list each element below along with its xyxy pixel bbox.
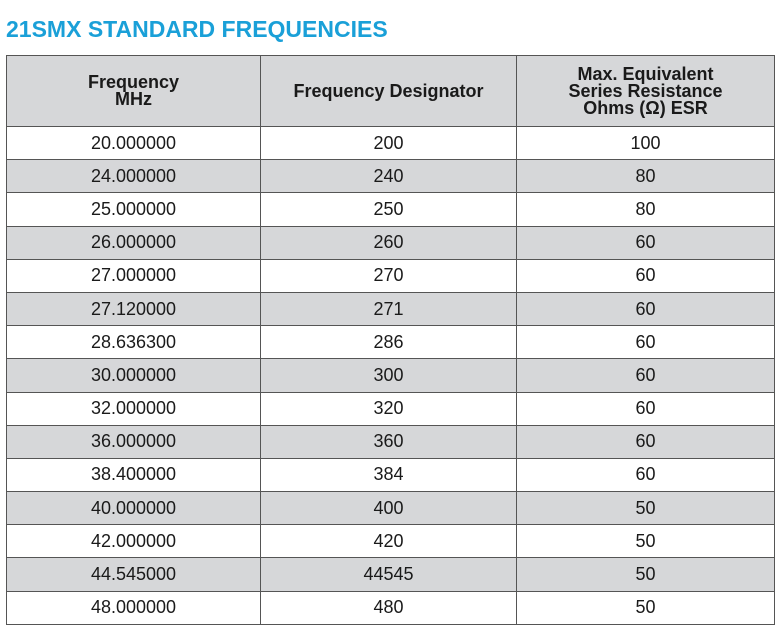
cell-esr: 60 (517, 425, 775, 458)
table-row (7, 558, 775, 591)
header-esr-line: Series Resistance (568, 80, 723, 101)
cell-esr: 60 (517, 259, 775, 292)
cell-designator: 240 (261, 160, 517, 193)
header-esr (517, 56, 775, 127)
table-row (7, 591, 775, 624)
table-row (7, 359, 775, 392)
cell-designator: 250 (261, 193, 517, 226)
cell-frequency: 42.000000 (7, 525, 261, 558)
cell-esr: 50 (517, 558, 775, 591)
cell-esr: 60 (517, 392, 775, 425)
cell-esr: 80 (517, 193, 775, 226)
cell-esr: 50 (517, 525, 775, 558)
cell-esr: 80 (517, 160, 775, 193)
header-esr-line: Ohms (Ω) ESR (583, 97, 708, 118)
cell-frequency: 27.120000 (7, 292, 261, 325)
table-row (7, 492, 775, 525)
cell-esr: 60 (517, 226, 775, 259)
cell-esr: 60 (517, 292, 775, 325)
cell-designator: 420 (261, 525, 517, 558)
header-esr-line: Max. Equivalent (577, 63, 714, 84)
page-title: 21SMX STANDARD FREQUENCIES (6, 16, 388, 42)
cell-esr: 100 (517, 127, 775, 160)
standard-frequencies-table (6, 55, 775, 625)
table-row (7, 292, 775, 325)
header-designator-line: Frequency Designator (293, 80, 484, 101)
cell-frequency: 24.000000 (7, 160, 261, 193)
table-header-row (7, 56, 775, 127)
cell-esr: 60 (517, 359, 775, 392)
cell-designator: 286 (261, 326, 517, 359)
table-row (7, 259, 775, 292)
table-row (7, 193, 775, 226)
cell-designator: 320 (261, 392, 517, 425)
cell-frequency: 36.000000 (7, 425, 261, 458)
cell-frequency: 38.400000 (7, 458, 261, 491)
cell-designator: 271 (261, 292, 517, 325)
table-row (7, 160, 775, 193)
cell-frequency: 32.000000 (7, 392, 261, 425)
cell-designator: 260 (261, 226, 517, 259)
cell-esr: 50 (517, 492, 775, 525)
cell-frequency: 27.000000 (7, 259, 261, 292)
table-row (7, 425, 775, 458)
cell-designator: 270 (261, 259, 517, 292)
table-row (7, 226, 775, 259)
cell-esr: 60 (517, 458, 775, 491)
table-row (7, 326, 775, 359)
cell-esr: 60 (517, 326, 775, 359)
table-row (7, 127, 775, 160)
table-row (7, 458, 775, 491)
cell-frequency: 25.000000 (7, 193, 261, 226)
header-frequency-line: Frequency (87, 72, 180, 92)
cell-frequency: 30.000000 (7, 359, 261, 392)
cell-frequency: 20.000000 (7, 127, 261, 160)
table-row (7, 525, 775, 558)
header-frequency-unit: MHz (115, 89, 152, 109)
cell-designator: 384 (261, 458, 517, 491)
cell-designator: 400 (261, 492, 517, 525)
cell-designator: 480 (261, 591, 517, 624)
cell-esr: 50 (517, 591, 775, 624)
cell-frequency: 28.636300 (7, 326, 261, 359)
cell-frequency: 44.545000 (7, 558, 261, 591)
header-designator (261, 56, 517, 127)
cell-frequency: 26.000000 (7, 226, 261, 259)
header-frequency (7, 56, 261, 127)
cell-designator: 44545 (261, 558, 517, 591)
cell-designator: 360 (261, 425, 517, 458)
cell-frequency: 48.000000 (7, 591, 261, 624)
table-body (7, 127, 775, 625)
table-row (7, 392, 775, 425)
cell-frequency: 40.000000 (7, 492, 261, 525)
cell-designator: 300 (261, 359, 517, 392)
cell-designator: 200 (261, 127, 517, 160)
